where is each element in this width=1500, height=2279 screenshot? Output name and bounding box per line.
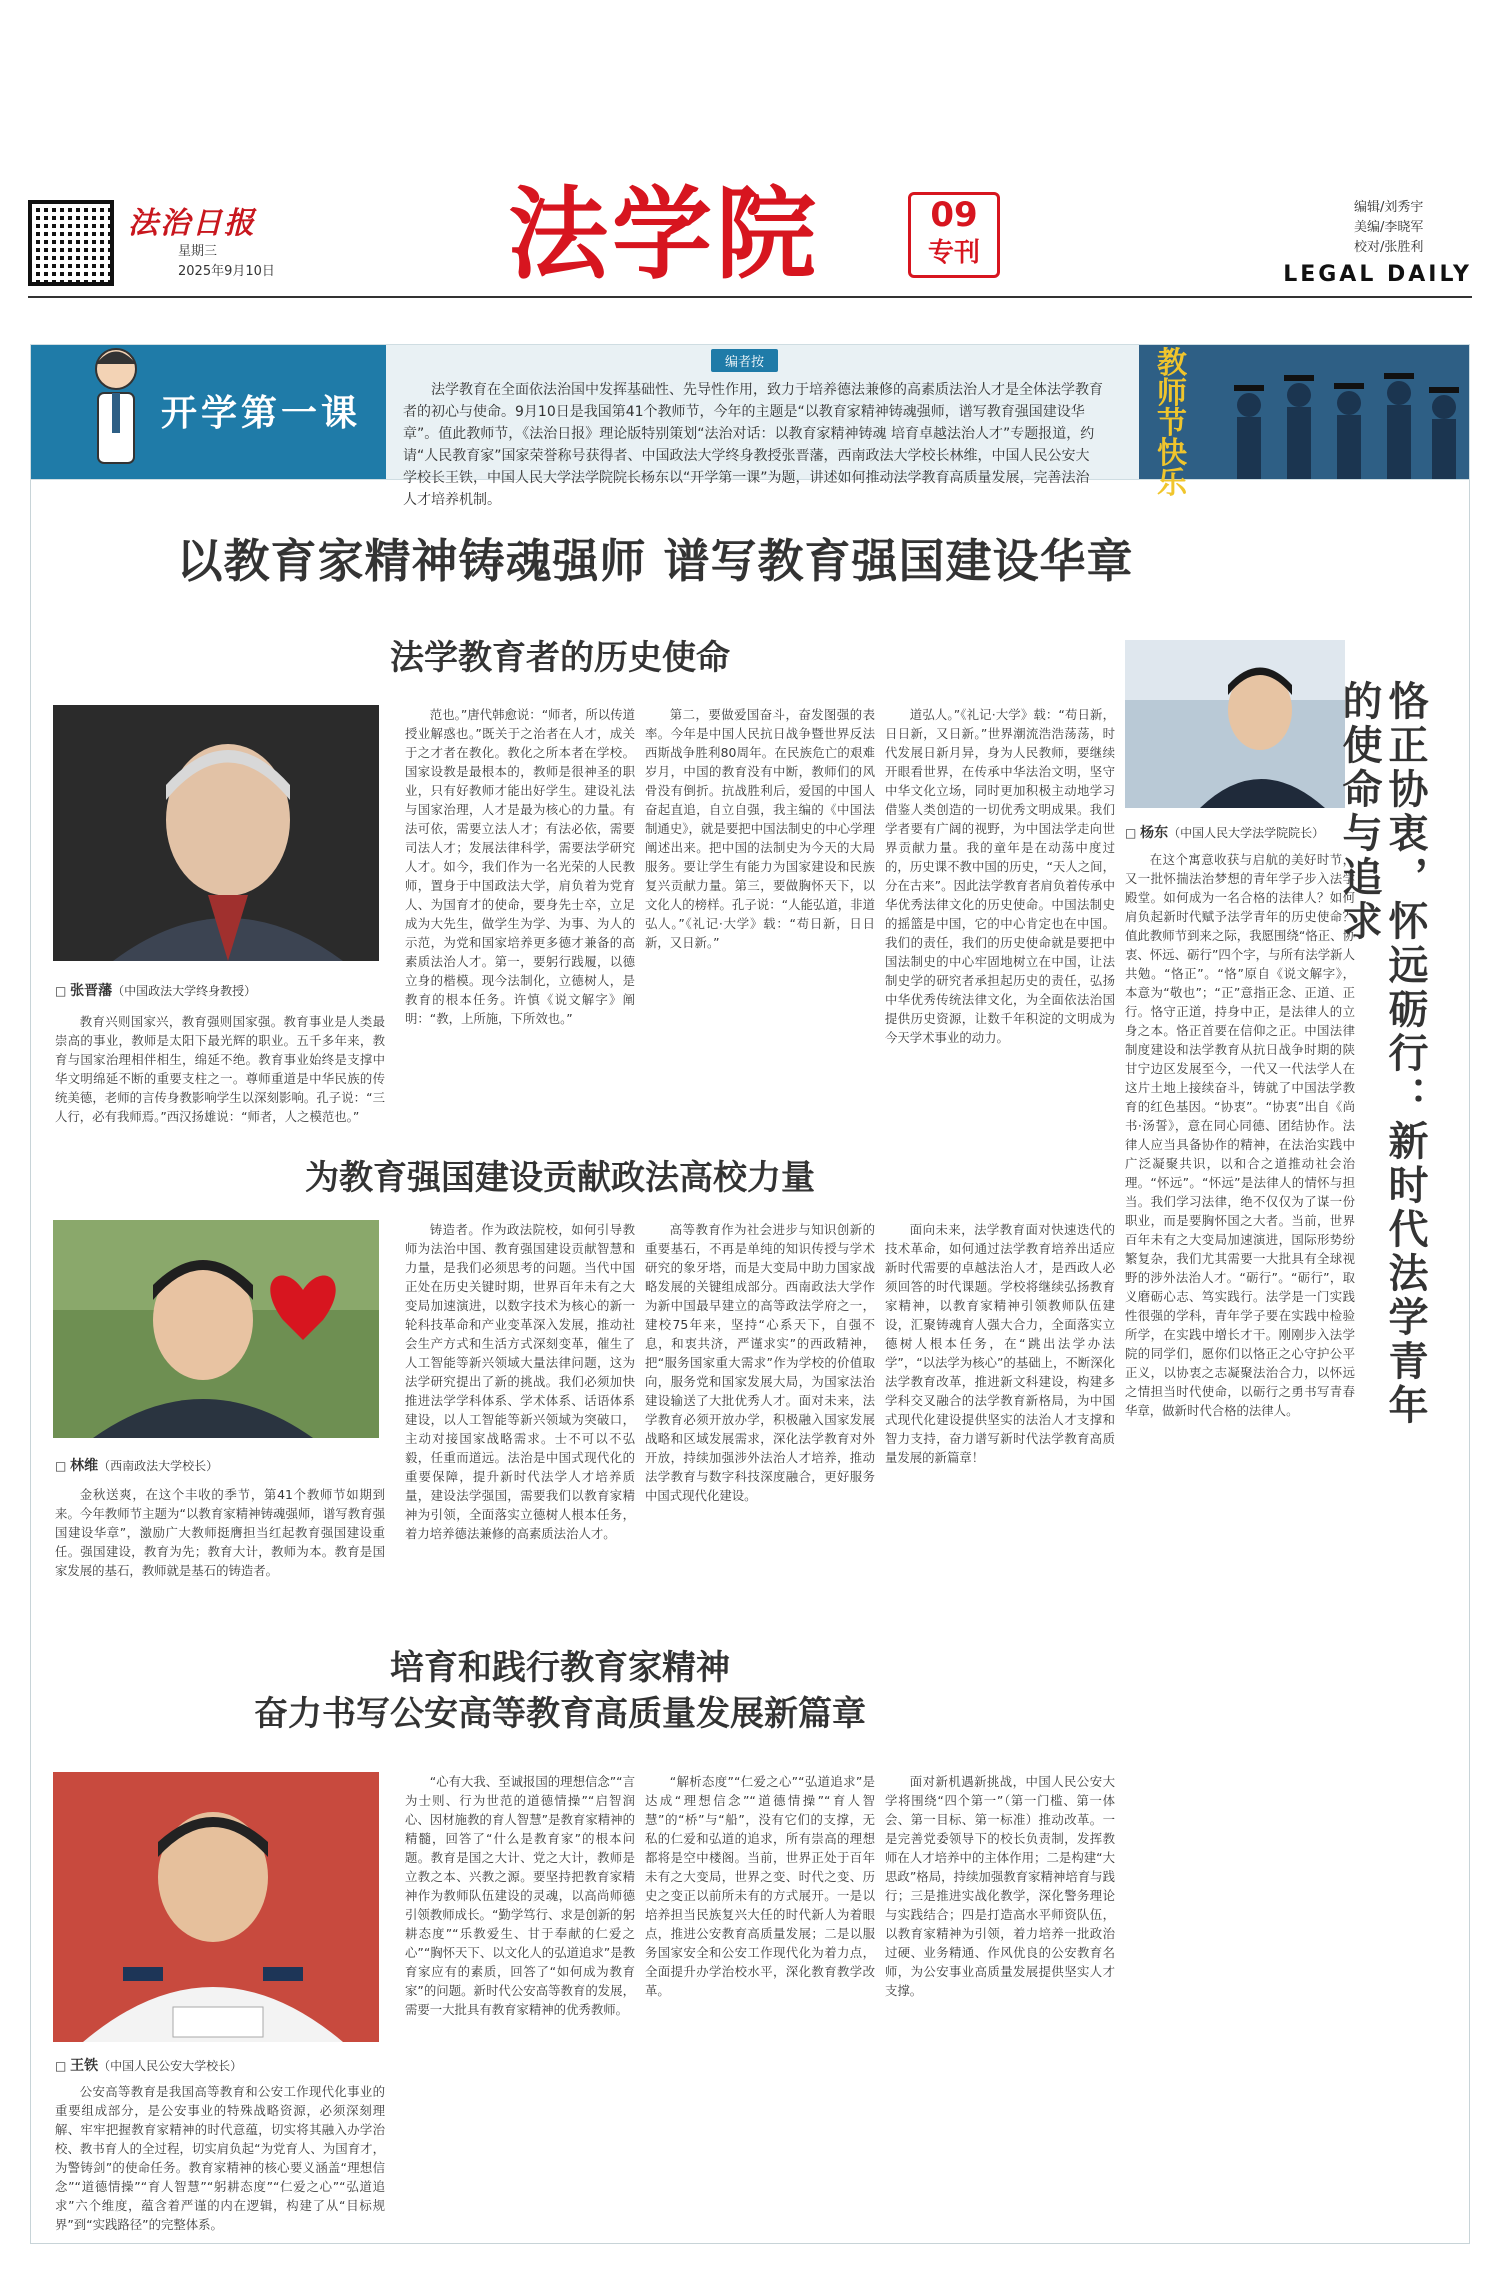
qr-code[interactable] <box>28 200 114 286</box>
portrait-icon <box>53 705 379 961</box>
section2-column3: 面向未来，法学教育面对快速迭代的技术革命，如何通过法学教育培养出适应新时代需要的卓越法治人才，是西政人必须回答的时代课题。学校将继续弘扬教育家精神，以教育家精神引领教师队伍建设，汇聚铸魂育人强大合力，全面落实立德树人根本任务，在“跳出法学办法学”，“以法学为核心”的基础上，不断深化法学教育改革，推进新文科建设，构建多学科交叉融合的法学教育新格局，为中国式现代化建设提供坚实的法治人才支撑和智力支持，奋力谱写新时代法学教育高质量发展的新篇章！ <box>885 1222 1115 1465</box>
issue-date: 2025年9月10日 <box>178 264 275 279</box>
proofreader-credit: 校对/张胜利 <box>1354 240 1424 255</box>
yang-dong-photo <box>1125 640 1345 808</box>
section1-column2: 第二，要做爱国奋斗，奋发图强的表率。今年是中国人民抗日战争暨世界反法西斯战争胜利80周年。在民族危亡的艰难岁月，中国的教育没有中断，教师们的风骨没有倒折。抗战胜利后，爱国的中国人奋起直追，自立自强，我主编的《中国法制通史》，就是要把中国法制史的中心学理阐述出来。把中国的法制史为今天的大局服务。要让学生有能力为国家建设和民族复兴贡献力量。第三，要做胸怀天下，以文化人的榜样。孔子说：“人能弘道，非道弘人。”《礼记·大学》载：“苟日新，日日新，又日新。” <box>645 707 875 950</box>
weekday: 星期三 <box>178 244 218 259</box>
section2-title: 为教育强国建设贡献政法高校力量 <box>305 1158 815 1198</box>
caption-role: （中国人民大学法学院院长） <box>1168 826 1325 840</box>
section4-body: 在这个寓意收获与启航的美好时节，又一批怀揣法治梦想的青年学子步入法学殿堂。如何成为一名合格的法律人？如何肩负起新时代赋予法学青年的历史使命？值此教师节到来之际，我愿围绕“恪正、协衷、怀远、砺行”四个字，与所有法学新人共勉。“恪正”。“恪”原自《说文解字》，本意为“敬也”；“正”意指正念、正道、正行。恪守正道，持身中正，是法律人的立身之本。恪正首要在信仰之正。中国法律制度建设和法学教育从抗日战争时期的陕甘宁边区发展至今，一代又一代法学人在这片土地上接续奋斗，铸就了中国法学教育的红色基因。“协衷”。“协衷”出自《尚书·汤誓》，意在同心同德、团结协作。法律人应当具备协作的精神，在法治实践中广泛凝聚共识，以和合之道推动社会治理。“怀远”。“怀远”是法律人的情怀与担当。我们学习法律，绝不仅仅为了谋一份职业，而是要胸怀国之大者。当前，世界百年未有之大变局加速演进，国际形势纷繁复杂，我们尤其需要一大批具有全球视野的涉外法治人才。“砺行”。“砺行”，取义磨砺心志、笃实践行。法学是一门实践性很强的学科，青年学子要在实践中检验所学，在实践中增长才干。刚刚步入法学院的同学们，愿你们以恪正之心守护公平正义，以协衷之志凝聚法治合力，以怀远之情担当时代使命，以砺行之勇书写青春华章，做新时代合格的法律人。 <box>1125 852 1355 1418</box>
caption-name: 张晋藩 <box>70 983 113 999</box>
section1-caption: □ 张晋藩（中国政法大学终身教授） <box>55 983 257 999</box>
caption-role: （中国政法大学终身教授） <box>112 984 257 998</box>
editor-tag: 编者按 <box>711 349 778 372</box>
section1-title: 法学教育者的历史使命 <box>390 638 730 678</box>
zhang-jinfan-photo <box>53 705 379 961</box>
caption-name: 杨东 <box>1140 825 1169 841</box>
page-badge <box>908 192 1000 278</box>
section2-intro: 金秋送爽，在这个丰收的季节，第41个教师节如期到来。今年教师节主题为“以教育家精神铸魂强师，谱写教育强国建设华章”，激励广大教师挺膺担当红起教育强国建设重任。强国建设，教育为先；教育大计，教师为本。教育是国家发展的基石，教师就是基石的铸造者。 <box>55 1487 385 1578</box>
section2-column1: 铸造者。作为政法院校，如何引导教师为法治中国、教育强国建设贡献智慧和力量，是我们必须思考的问题。当代中国正处在历史关键时期，世界百年未有之大变局加速演进，以数字技术为核心的新一轮科技革命和产业变革深入发展，推动社会生产方式和生活方式深刻变革，催生了人工智能等新兴领域大量法律问题，这为法学研究提出了新的挑战。我们必须加快推进法学学科体系、学术体系、话语体系建设，以人工智能等新兴领域为突破口，主动对接国家战略需求。士不可以不弘毅，任重而道远。法治是中国式现代化的重要保障，提升新时代法学人才培养质量，建设法学强国，需要我们以教育家精神为引领，全面落实立德树人根本任务，着力培养德法兼修的高素质法治人才。 <box>405 1222 635 1541</box>
section3-column1: “心有大我、至诚报国的理想信念”“言为士则、行为世范的道德情操”“启智润心、因材施教的育人智慧”是教育家精神的精髓，回答了“什么是教育家”的根本问题。教育是国之大计、党之大计，教师是立教之本、兴教之源。要坚持把教育家精神作为教师队伍建设的灵魂，以高尚师德引领教师成长。“勤学笃行、求是创新的躬耕态度”“乐教爱生、甘于奉献的仁爱之心”“胸怀天下、以文化人的弘道追求”是教育家应有的素质，回答了“如何成为教育家”的问题。新时代公安高等教育的发展，需要一大批具有教育家精神的优秀教师。 <box>405 1774 635 2017</box>
portrait-icon <box>53 1772 379 2042</box>
section3-column2: “解析态度”“仁爱之心”“弘道追求”是达成“理想信念”“道德情操”“育人智慧”的“桥”与“船”，没有它们的支撑，无私的仁爱和弘道的追求，所有崇高的理想都将是空中楼阁。当前，世界正处于百年未有之大变局，世界之变、时代之变、历史之变正以前所未有的方式展开。一是以培养担当民族复兴大任的时代新人为着眼点，推进公安教育高质量发展；二是以服务国家安全和公安工作现代化为着力点，全面提升办学治校水平，深化教育教学改革。 <box>645 1774 875 1998</box>
special-label: 专刊 <box>927 238 980 268</box>
section2-caption: □ 林维（西南政法大学校长） <box>55 1458 219 1474</box>
lin-wei-photo <box>53 1220 379 1438</box>
teachers-day-label: 教师节快乐 <box>1157 346 1187 501</box>
page-number: 09 <box>930 195 978 235</box>
banner-left-label: 开学第一课 <box>161 393 362 434</box>
section3-caption: □ 王铁（中国人民公安大学校长） <box>55 2058 243 2074</box>
banner-right-panel <box>1139 345 1469 501</box>
portrait-icon <box>1125 640 1345 808</box>
portrait-icon <box>53 1220 379 1438</box>
section1-column3: 道弘人。”《礼记·大学》载：“苟日新，日日新，又日新。”世界潮流浩浩荡荡，时代发展日新月异，身为人民教师，要继续开眼看世界，在传承中华法治文明，坚守中华文化立场，同时更加积极主动地学习借鉴人类创造的一切优秀文明成果。我们学者要有广阔的视野，为中国法学走向世界贡献力量。我的童年是在动荡中度过的，历史课不教中国的历史，“天人之间，分在古来”。因此法学教育者肩负着传承中华优秀法律文化的历史使命。中国法制史的摇篮是中国，它的中心肯定也在中国。我们的责任，我们的历史使命就是要把中国法制史的中心牢固地树立在中国，让法制史学的研究者承担起历史的责任，弘扬中华优秀传统法律文化，为全面依法治国提供历史资源，让数千年积淀的文明成为今天学术事业的动力。 <box>885 707 1115 1045</box>
banner-left-panel <box>31 345 386 479</box>
page-title: 法学院 <box>508 176 820 293</box>
masthead-rule <box>28 296 1472 298</box>
editor-credits <box>1354 198 1464 258</box>
caption-name: 林维 <box>70 1458 99 1474</box>
section1-intro: 教育兴则国家兴，教育强则国家强。教育事业是人类最崇高的事业，教师是太阳下最光辉的职业。五千多年来，教育与国家治理相伴相生，绵延不绝。教育事业始终是支撑中华文明绵延不断的重要支柱之一。尊师重道是中华民族的传统美德，老师的言传身教影响学生以深刻影响。孔子说：“三人行，必有我师焉。”西汉扬雄说：“师者，人之模范也。” <box>55 1014 385 1124</box>
caption-role: （中国人民公安大学校长） <box>98 2059 243 2073</box>
main-headline: 以教育家精神铸魂强师 谱写教育强国建设华章 <box>176 534 1134 588</box>
paper-name: 法治日报 <box>128 206 256 241</box>
section3-title-line2: 奋力书写公安高等教育高质量发展新篇章 <box>254 1694 866 1734</box>
section3-intro: 公安高等教育是我国高等教育和公安工作现代化事业的重要组成部分，是公安事业的特殊战略资源，必须深刻理解、牢牢把握教育家精神的时代意蕴，切实将其融入办学治校、教书育人的全过程，切实肩负起“为党育人、为国育才，为警铸剑”的使命任务。教育家精神的核心要义涵盖“理想信念”“道德情操”“育人智慧”“躬耕态度”“仁爱之心”“弘道追求”六个维度，蕴含着严谨的内在逻辑，构建了从“目标规界”到“实践路径”的完整体系。 <box>55 2084 385 2232</box>
section3-column3: 面对新机遇新挑战，中国人民公安大学将围绕“四个第一”（第一门槛、第一体会、第一目标、第一标准）推动改革。一是完善党委领导下的校长负责制，发挥教师在人才培养中的主体作用；二是构建“大思政”格局，持续加强教育家精神培育与践行；三是推进实战化教学，深化警务理论与实践结合；四是打造高水平师资队伍，以教育家精神为引领，着力培养一批政治过硬、业务精通、作风优良的公安教育名师，为公安事业高质量发展提供坚实人才支撑。 <box>885 1774 1115 1998</box>
english-name: LEGAL DAILY <box>1283 262 1472 287</box>
section3-title-line1: 培育和践行教育家精神 <box>390 1648 730 1688</box>
editor-credit: 编辑/刘秀宇 <box>1354 200 1424 215</box>
section2-column2: 高等教育作为社会进步与知识创新的重要基石，不再是单纯的知识传授与学术研究的象牙塔，而是大变局中助力国家战略发展的关键组成部分。西南政法大学作为新中国最早建立的高等政法学府之一，建校75年来，坚持“心系天下，自强不息，和衷共济，严谨求实”的西政精神，把“服务国家重大需求”作为学校的价值取向，服务党和国家发展大局，为国家法治建设输送了大批优秀人才。面对未来，法学教育必须开放办学，积极融入国家发展战略和区域发展需求，深化法学教育对外开放，持续加强涉外法治人才培养，推动法学教育与数字科技深度融合，更好服务中国式现代化建设。 <box>645 1222 875 1503</box>
section4-title: 恪正协衷，怀远砺行：新时代法学青年的使命与追求 <box>1336 680 1428 1428</box>
editor-note: 法学教育在全面依法治国中发挥基础性、先导性作用，致力于培养德法兼修的高素质法治人才是全体法学教育者的初心与使命。9月10日是我国第41个教师节，今年的主题是“以教育家精神铸魂强师，谱写教育强国建设华章”。值此教师节，《法治日报》理论版特别策划“法治对话：以教育家精神铸魂 培育卓越法治人才”专题报道，约请“人民教育家”国家荣誉称号获得者、中国政法大学终身教授张晋藩，西南政法大学校长林维，中国人民公安大学校长王铁，中国人民大学法学院院长杨东以“开学第一课”为题，讲述如何推动法学教育高质量发展，完善法治人才培养机制。 <box>403 382 1103 508</box>
masthead <box>28 176 1472 293</box>
caption-role: （西南政法大学校长） <box>98 1459 219 1473</box>
wang-tie-photo <box>53 1772 379 2042</box>
section3-title <box>130 1645 990 1737</box>
banner <box>30 344 1470 508</box>
section4-caption: □ 杨东（中国人民大学法学院院长） <box>1125 825 1325 841</box>
teacher-illustration-icon <box>76 339 156 479</box>
section1-column1: 范也。”唐代韩愈说：“师者，所以传道授业解惑也。”既关于之治者在人才，成关于之才者在教化。教化之所本者在学校。国家设教是最根本的，教师是很神圣的职业，只有好教师才能出好学生。建设礼法与国家治理，人才是最为核心的力量。有法可依，需要立法人才；有法必依，需要司法人才；发展法律科学，需要法学研究人才。如今，我们作为一名光荣的人民教师，置身于中国政法大学，肩负着为党育人、为国育才的使命，要身先士卒，立足成为大先生，做学生为学、为事、为人的示范，为党和国家培养更多德才兼备的高素质法治人才。第一，要躬行践履，以德立身的楷模。现今法制化，立德树人，是教育的根本任务。许慎《说文解字》阐明：“教，上所施，下所效也。” <box>405 707 635 1026</box>
designer-credit: 美编/李晓军 <box>1354 220 1424 235</box>
caption-name: 王铁 <box>70 2058 99 2074</box>
